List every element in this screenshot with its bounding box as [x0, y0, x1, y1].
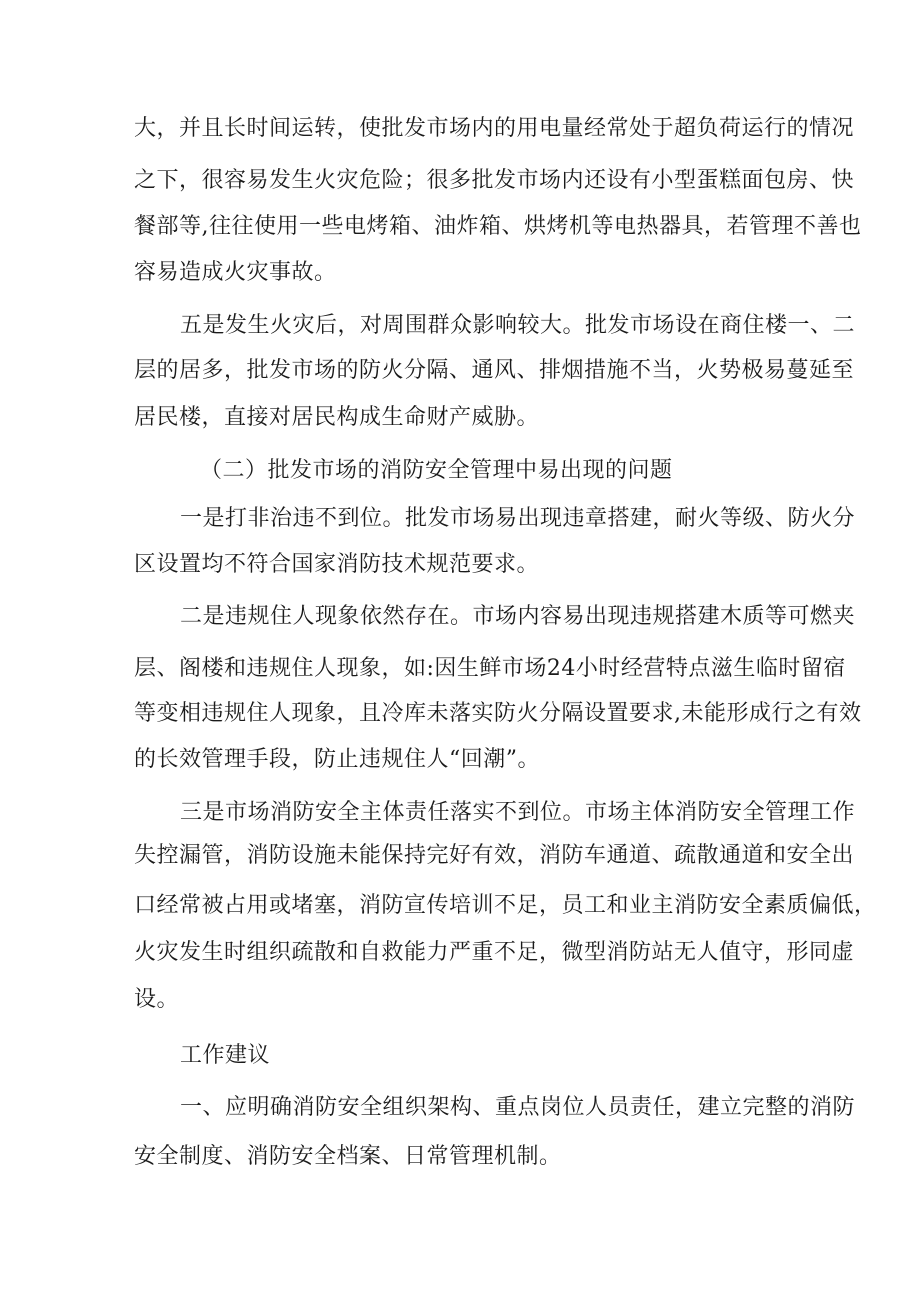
paragraph-line: 等变相违规住人现象，且冷库未落实防火分隔设置要求,未能形成行之有效: [134, 701, 862, 726]
paragraph-line: 区设置均不符合国家消防技术规范要求。: [134, 552, 540, 577]
paragraph-line: 三是市场消防安全主体责任落实不到位。市场主体消防安全管理工作: [180, 800, 856, 825]
paragraph-line: 火灾发生时组织疏散和自救能力严重不足，微型消防站无人值守，形同虚: [134, 940, 855, 965]
paragraph-line: 的长效管理手段，防止违规住人“回潮”。: [134, 747, 540, 772]
paragraph-line: 之下，很容易发生火灾危险；很多批发市场内还设有小型蛋糕面包房、快: [134, 168, 855, 193]
paragraph-line: 五是发生火灾后，对周围群众影响较大。批发市场设在商住楼一、二: [180, 313, 856, 338]
paragraph-line: 一、应明确消防安全组织架构、重点岗位人员责任，建立完整的消防: [180, 1095, 856, 1120]
paragraph-line: 二是违规住人现象依然存在。市场内容易出现违规搭建木质等可燃夹: [180, 604, 856, 629]
paragraph-line: 层、阁楼和违规住人现象，如:因生鲜市场24小时经营特点滋生临时留宿: [134, 656, 846, 681]
paragraph-line: 大，并且长时间运转，使批发市场内的用电量经常处于超负荷运行的情况: [134, 116, 855, 141]
paragraph-line: 安全制度、消防安全档案、日常管理机制。: [134, 1144, 562, 1169]
paragraph-line: 失控漏管，消防设施未能保持完好有效，消防车通道、疏散通道和安全出: [134, 843, 855, 868]
paragraph-line: 口经常被占用或堵塞，消防宣传培训不足，员工和业主消防安全素质偏低，: [134, 893, 877, 918]
section-heading: （二）批发市场的消防安全管理中易出现的问题: [200, 458, 673, 483]
section-heading: 工作建议: [180, 1043, 271, 1068]
paragraph-line: 餐部等,往往使用一些电烤箱、油炸箱、烘烤机等电热器具，若管理不善也: [134, 214, 862, 239]
paragraph-line: 一是打非治违不到位。批发市场易出现违章搭建，耐火等级、防火分: [180, 506, 856, 531]
paragraph-line: 居民楼，直接对居民构成生命财产威胁。: [134, 405, 540, 430]
paragraph-line: 容易造成火灾事故。: [134, 260, 337, 285]
paragraph-line: 设。: [134, 987, 180, 1012]
paragraph-line: 层的居多，批发市场的防火分隔、通风、排烟措施不当，火势极易蔓延至: [134, 358, 855, 383]
